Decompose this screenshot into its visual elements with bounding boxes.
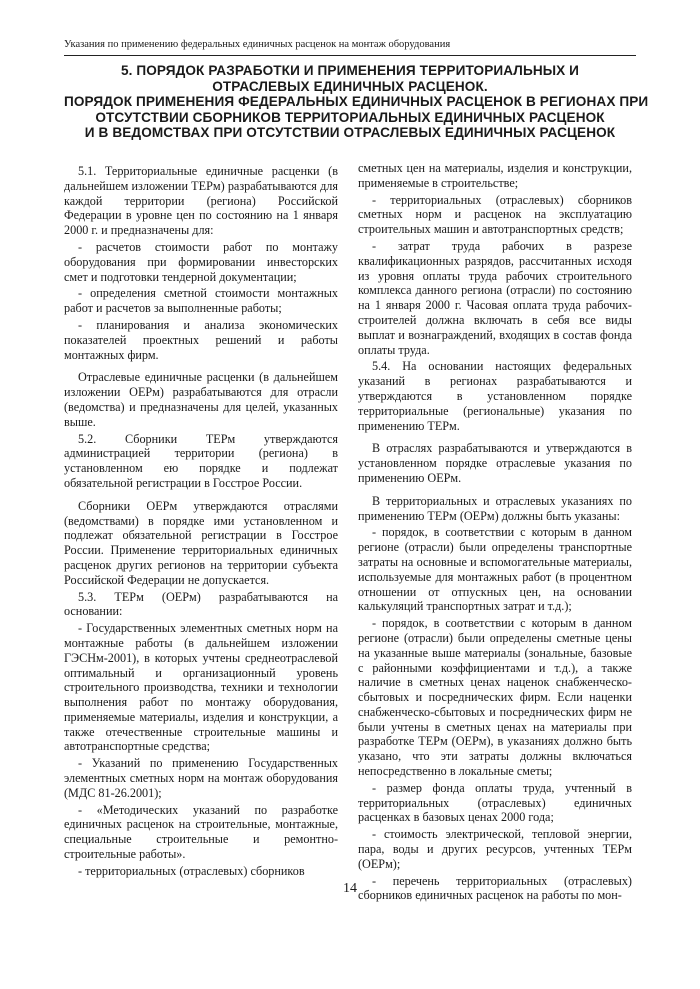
left-column [64, 164, 338, 881]
heading-line: 5. ПОРЯДОК РАЗРАБОТКИ И ПРИМЕНЕНИЯ ТЕРРИТОРИАЛЬНЫХ И [120, 63, 580, 78]
list-item: - расчетов стоимости работ по монтажу оборудования при формировании инвесторских смет и подготовки тендерной документации; [64, 239, 338, 284]
list-item: - Указаний по применению Государственных элементных сметных норм на монтаж оборудования (МДС 81-26.2001); [64, 756, 338, 800]
list-item: - перечень территориальных (отраслевых) сборников единичных расценок на работы по мон- [358, 873, 632, 903]
list-item: - определения сметной стоимости монтажных работ и расчетов за выполненные работы; [64, 286, 338, 316]
list-item: - порядок, в соответствии с которым в данном регионе (отрасли) были определены транспортные затраты на основные и вспомогательные материалы, используемые для монтажных работ (в процентном отношении от отпускных цен, на основании калькуляций транспортных затрат и т.д.); [358, 525, 632, 614]
heading-line: ОТСУТСТВИИ СБОРНИКОВ ТЕРРИТОРИАЛЬНЫХ ЕДИНИЧНЫХ РАСЦЕНОК [95, 109, 605, 125]
paragraph: 5.1. Территориальные единичные расценки (в дальнейшем изложении ТЕРм) разрабатываются для каждой территории (региона) Российской Федерации в уровне цен по состоянию на 1 января 2000 г. и предназначены для: [64, 164, 338, 238]
paragraph: В отраслях разрабатываются и утверждаются в установленном порядке отраслевые указания по применению ОЕРм. [358, 441, 632, 485]
list-item: - Государственных элементных сметных норм на монтажные работы (в дальнейшем изложении ГЭСНм-2001), в которых учтены среднеотраслевой оптимальный и организационный уровень строительного производства, техники и технологии выполнения работ по монтажу оборудования, применяемые материалы, изделия и конструкции, а также отечественные строительные машины и автотранспортные средства; [64, 621, 338, 754]
list-item: - размер фонда оплаты труда, учтенный в территориальных (отраслевых) единичных расценках в базовых ценах 2000 года; [358, 780, 632, 825]
list-item: - порядок, в соответствии с которым в данном регионе (отрасли) были определены сметные цены на указанные выше материалы (зональные, базовые с районными коэффициентами и т.д.), а также наличие в сметных ценах наценок снабженческо-сбытовых и посреднических фирм. Если наценки снабженческо-сбытовых и посреднических фирм не были учтены в сметных ценах на материалы при разработке ТЕРм (ОЕРм), в указаниях должно быть указано, что эти затраты должны включаться непосредственно в локальные сметы; [358, 616, 632, 779]
page-number: 14 [343, 881, 357, 896]
list-item: - «Методических указаний по разработке единичных расценок на строительные, монтажные, специальные строительные и ремонтно-строительные работы». [64, 802, 338, 862]
list-item: - затрат труда рабочих в разрезе квалификационных разрядов, рассчитанных исходя из уровня оплаты труда рабочих строительного комплекса данного региона (отрасли) по состоянию на 1 января 2000 г. Часовая оплата труда рабочих-строителей должна включать в себя все виды выплат и вознаграждений, входящих в состав фонда оплаты труда. [358, 238, 632, 357]
heading-line: И В ВЕДОМСТВАХ ПРИ ОТСУТСТВИИ ОТРАСЛЕВЫХ ЕДИНИЧНЫХ РАСЦЕНОК [84, 125, 616, 141]
paragraph: 5.2. Сборники ТЕРм утверждаются администрацией территории (региона) в установленном ею порядке и подлежат обязательной регистрации в Госстрое России. [64, 431, 338, 490]
section-heading [64, 63, 649, 141]
heading-line: ПОРЯДОК ПРИМЕНЕНИЯ ФЕДЕРАЛЬНЫХ ЕДИНИЧНЫХ РАСЦЕНОК В РЕГИОНАХ ПРИ [64, 94, 649, 110]
list-item: - территориальных (отраслевых) сборников [78, 863, 305, 878]
paragraph: В территориальных и отраслевых указаниях по применению ТЕРм (ОЕРм) должны быть указаны: [358, 493, 632, 523]
right-column [358, 161, 632, 905]
list-item: - территориальных (отраслевых) сборников сметных норм и расценок на эксплуатацию строительных машин и автотранспортных средств; [358, 192, 632, 237]
heading-line: ОТРАСЛЕВЫХ ЕДИНИЧНЫХ РАСЦЕНОК. [212, 78, 488, 94]
paragraph: 5.4. На основании настоящих федеральных указаний в регионах разрабатываются и утверждаются в установленном порядке территориальные (региональные) указания по применению ТЕРм. [358, 359, 632, 433]
list-item: - стоимость электрической, тепловой энергии, пара, воды и других ресурсов, учтенных ТЕРм (ОЕРм); [358, 827, 632, 871]
list-item: - планирования и анализа экономических показателей проектных решений и работы монтажных фирм. [64, 317, 338, 362]
paragraph: Сборники ОЕРм утверждаются отраслями (ведомствами) в порядке ими установленном и подлежат обязательной регистрации в Госстрое России. Применение территориальных единичных расценок других регионов на территории субъекта Российской Федерации не допускается. [64, 498, 338, 587]
paragraph: сметных цен на материалы, изделия и конструкции, применяемые в строительстве; [358, 161, 632, 190]
paragraph: 5.3. ТЕРм (ОЕРм) разрабатываются на основании: [64, 589, 338, 619]
paragraph: Отраслевые единичные расценки (в дальнейшем изложении ОЕРм) разрабатываются для отрасли (ведомства) и предназначены для целей, указанных выше. [64, 370, 338, 429]
running-head: Указания по применению федеральных единичных расценок на монтаж оборудования [64, 38, 636, 56]
